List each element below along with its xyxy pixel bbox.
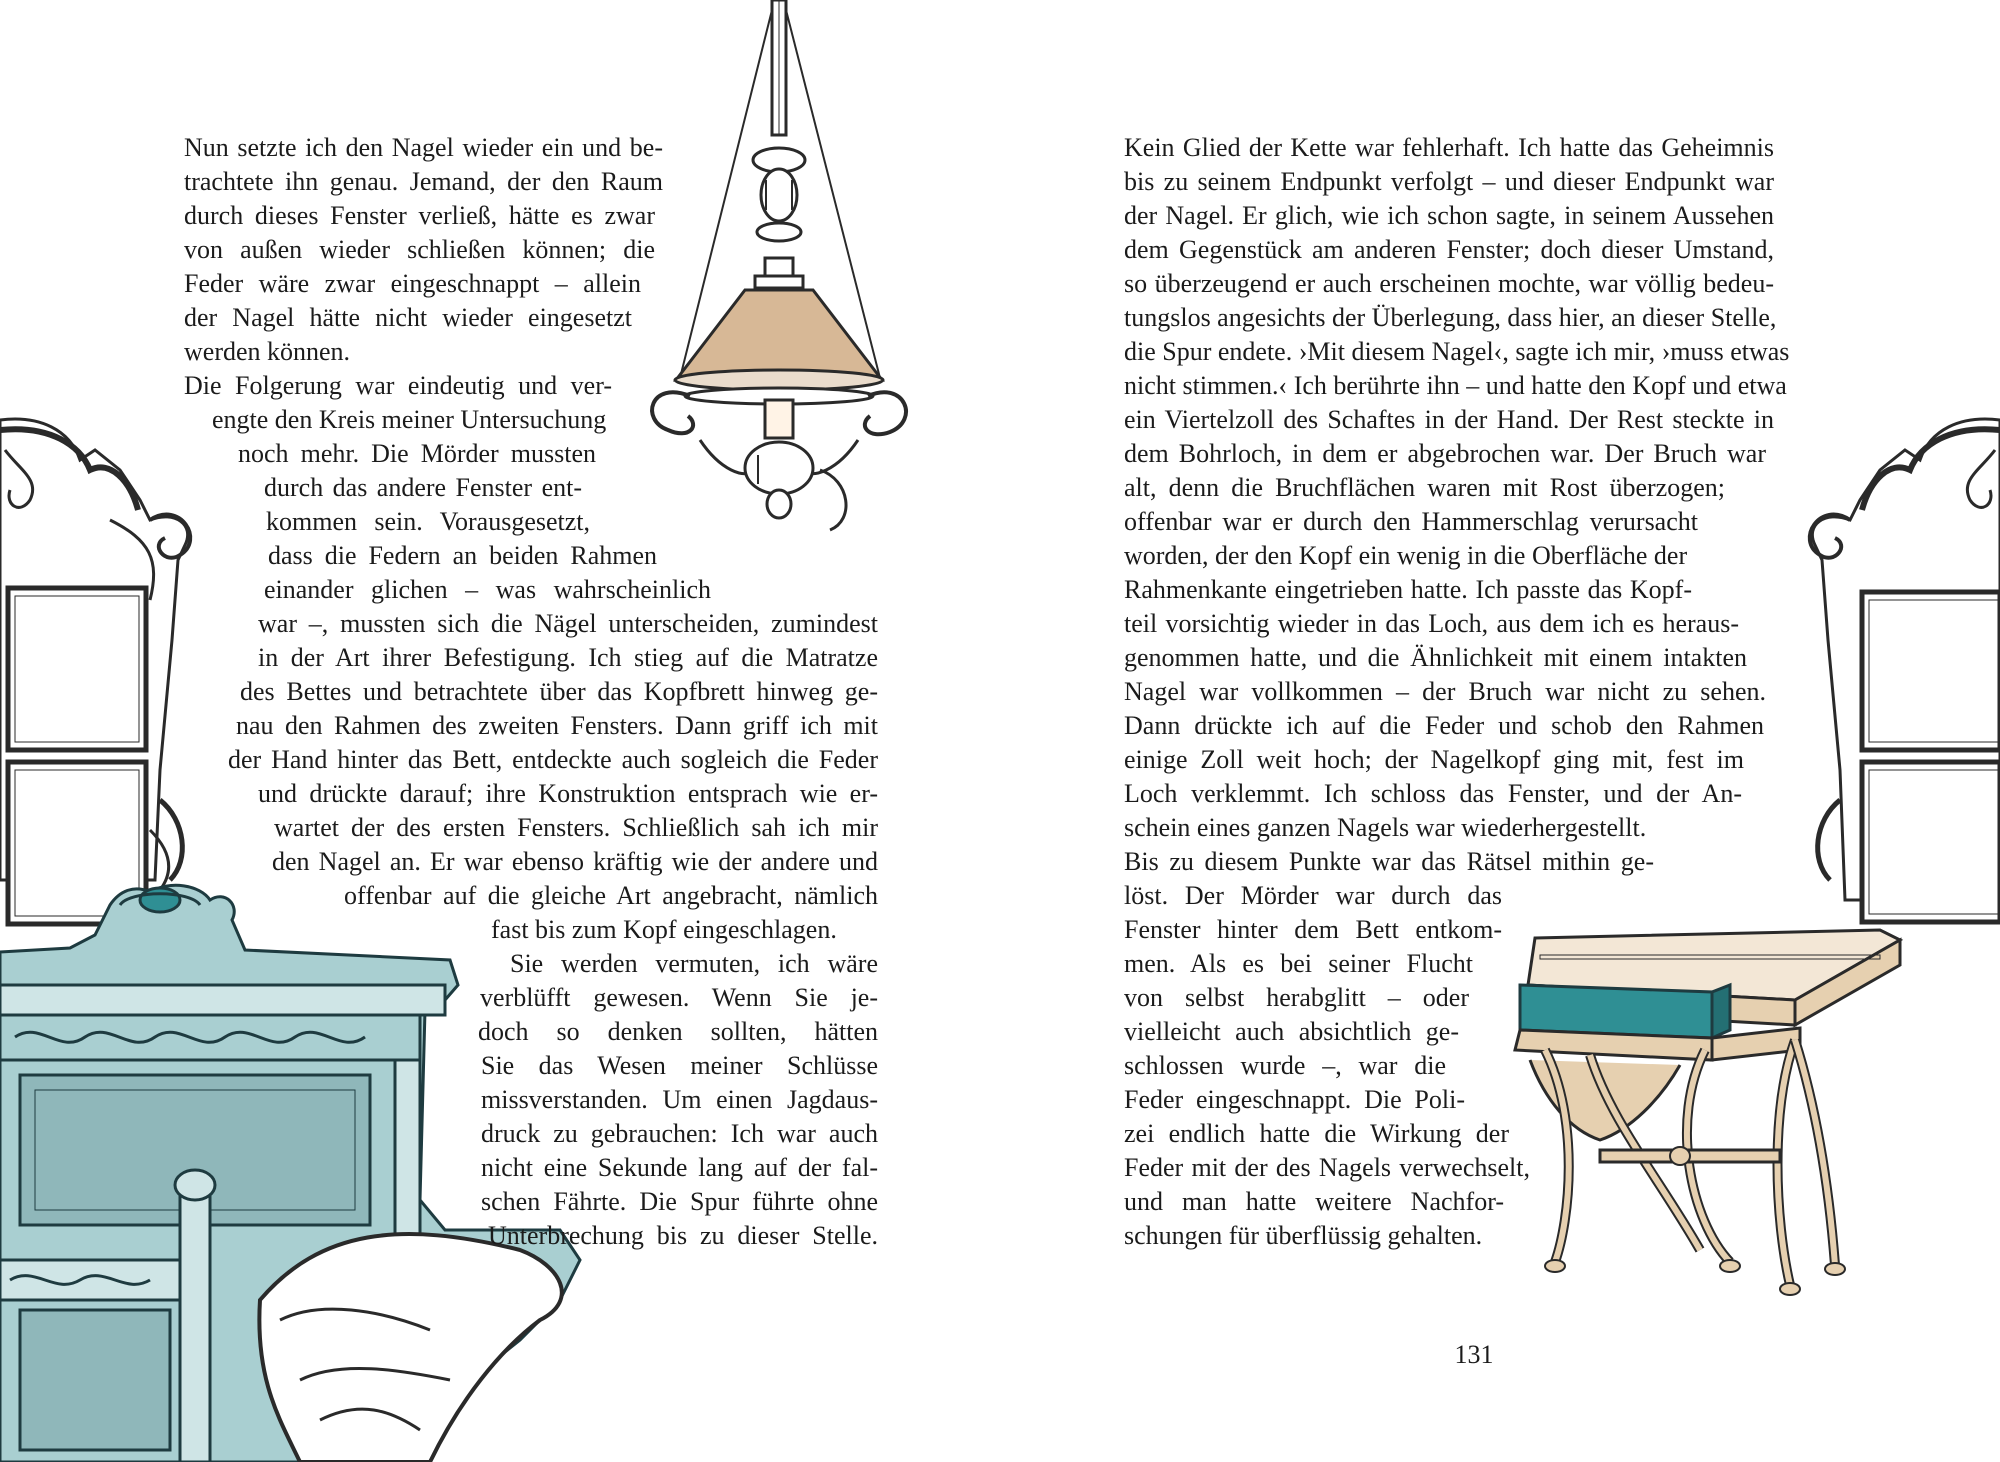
text-line: werden können. [184, 337, 351, 366]
right-window-illustration [1810, 419, 2000, 922]
text-line: Loch verklemmt. Ich schloss das Fenster, und der An- [1124, 779, 1742, 808]
text-line: missverstanden. Um einen Jagdaus- [481, 1085, 878, 1114]
text-line: offenbar war er durch den Hammerschlag verursacht [1124, 507, 1698, 536]
text-line: Bis zu diesem Punkte war das Rätsel mithin ge- [1124, 847, 1654, 876]
text-line: fast bis zum Kopf eingeschlagen. [491, 915, 837, 944]
text-line: Dann drückte ich auf die Feder und schob den Rahmen [1124, 711, 1764, 740]
text-line: Feder eingeschnappt. Die Poli- [1124, 1085, 1465, 1114]
hanging-lamp-illustration [652, 0, 906, 530]
text-line: Rahmenkante eingetrieben hatte. Ich passte das Kopf- [1124, 575, 1692, 604]
text-line: trachtete ihn genau. Jemand, der den Raum [184, 167, 663, 196]
text-line: nicht eine Sekunde lang auf der fal- [481, 1153, 878, 1182]
text-line: nau den Rahmen des zweiten Fensters. Dann griff ich mit [236, 711, 878, 740]
text-line: nicht stimmen.‹ Ich berührte ihn – und hatte den Kopf und etwa [1124, 371, 1787, 400]
text-line: war –, mussten sich die Nägel unterscheiden, zumindest [258, 609, 878, 638]
text-line: schlossen wurde –, war die [1124, 1051, 1446, 1080]
text-line: des Bettes und betrachtete über das Kopfbrett hinweg ge- [240, 677, 878, 706]
text-line: kommen sein. Vorausgesetzt, [266, 507, 590, 536]
text-line: genommen hatte, und die Ähnlichkeit mit einem intakten [1124, 643, 1747, 672]
text-line: teil vorsichtig wieder in das Loch, aus dem ich es heraus- [1124, 609, 1739, 638]
text-line: und drückte darauf; ihre Konstruktion entsprach wie er- [258, 779, 878, 808]
text-line: einander glichen – was wahrscheinlich [264, 575, 711, 604]
text-line: Unterbrechung bis zu dieser Stelle. [488, 1221, 878, 1250]
text-line: Fenster hinter dem Bett entkom- [1124, 915, 1502, 944]
text-line: von außen wieder schließen können; die [184, 235, 655, 264]
text-line: men. Als es bei seiner Flucht [1124, 949, 1473, 978]
text-line: schein eines ganzen Nagels war wiederhergestellt. [1124, 813, 1647, 842]
text-line: Sie das Wesen meiner Schlüsse [481, 1051, 878, 1080]
text-line: noch mehr. Die Mörder mussten [238, 439, 596, 468]
text-line: druck zu gebrauchen: Ich war auch [481, 1119, 878, 1148]
text-line: Kein Glied der Kette war fehlerhaft. Ich hatte das Geheimnis [1124, 133, 1774, 162]
text-line: Nagel war vollkommen – der Bruch war nicht zu sehen. [1124, 677, 1766, 706]
text-line: schungen für überflüssig gehalten. [1124, 1221, 1483, 1250]
text-line: schen Fährte. Die Spur führte ohne [481, 1187, 878, 1216]
text-line: einige Zoll weit hoch; der Nagelkopf ging mit, fest im [1124, 745, 1744, 774]
text-line: vielleicht auch absichtlich ge- [1124, 1017, 1459, 1046]
text-line: der Hand hinter das Bett, entdeckte auch sogleich die Feder [228, 745, 878, 774]
text-line: wartet der des ersten Fensters. Schließlich sah ich mir [274, 813, 878, 842]
text-line: so überzeugend er auch erscheinen mochte, war völlig bedeu- [1124, 269, 1774, 298]
text-line: engte den Kreis meiner Untersuchung [212, 405, 607, 434]
page-number: 131 [1454, 1340, 1494, 1369]
writing-table-illustration [1515, 930, 1900, 1295]
text-line: die Spur endete. ›Mit diesem Nagel‹, sagte ich mir, ›muss etwas [1124, 337, 1790, 366]
text-line: der Nagel. Er glich, wie ich schon sagte, in seinem Aussehen [1124, 201, 1774, 230]
text-line: dem Bohrloch, in dem er abgebrochen war. Der Bruch war [1124, 439, 1766, 468]
left-window-illustration [0, 419, 190, 924]
text-line: durch dieses Fenster verließ, hätte es zwar [184, 201, 655, 230]
text-line: Die Folgerung war eindeutig und ver- [184, 371, 612, 400]
text-line: offenbar auf die gleiche Art angebracht, nämlich [344, 881, 878, 910]
text-line: zei endlich hatte die Wirkung der [1124, 1119, 1509, 1148]
text-line: alt, denn die Bruchflächen waren mit Rost überzogen; [1124, 473, 1725, 502]
text-line: Sie werden vermuten, ich wäre [510, 949, 878, 978]
text-line: bis zu seinem Endpunkt verfolgt – und dieser Endpunkt war [1124, 167, 1774, 196]
text-line: in der Art ihrer Befestigung. Ich stieg auf die Matratze [258, 643, 878, 672]
text-line: durch das andere Fenster ent- [264, 473, 582, 502]
text-line: dem Gegenstück am anderen Fenster; doch dieser Umstand, [1124, 235, 1774, 264]
text-line: doch so denken sollten, hätten [478, 1017, 878, 1046]
text-line: worden, der den Kopf ein wenig in die Oberfläche der [1124, 541, 1688, 570]
text-line: den Nagel an. Er war ebenso kräftig wie der andere und [272, 847, 878, 876]
text-line: löst. Der Mörder war durch das [1124, 881, 1502, 910]
text-line: tungslos angesichts der Überlegung, dass hier, an dieser Stelle, [1124, 303, 1777, 332]
text-line: verblüfft gewesen. Wenn Sie je- [480, 983, 878, 1012]
text-line: Feder mit der des Nagels verwechselt, [1124, 1153, 1530, 1182]
text-line: Feder wäre zwar eingeschnappt – allein [184, 269, 641, 298]
text-line: Nun setzte ich den Nagel wieder ein und be- [184, 133, 663, 162]
text-line: dass die Federn an beiden Rahmen [268, 541, 657, 570]
text-line: ein Viertelzoll des Schaftes in der Hand. Der Rest steckte in [1124, 405, 1774, 434]
text-line: und man hatte weitere Nachfor- [1124, 1187, 1504, 1216]
text-line: von selbst herabglitt – oder [1124, 983, 1469, 1012]
text-line: der Nagel hätte nicht wieder eingesetzt [184, 303, 632, 332]
